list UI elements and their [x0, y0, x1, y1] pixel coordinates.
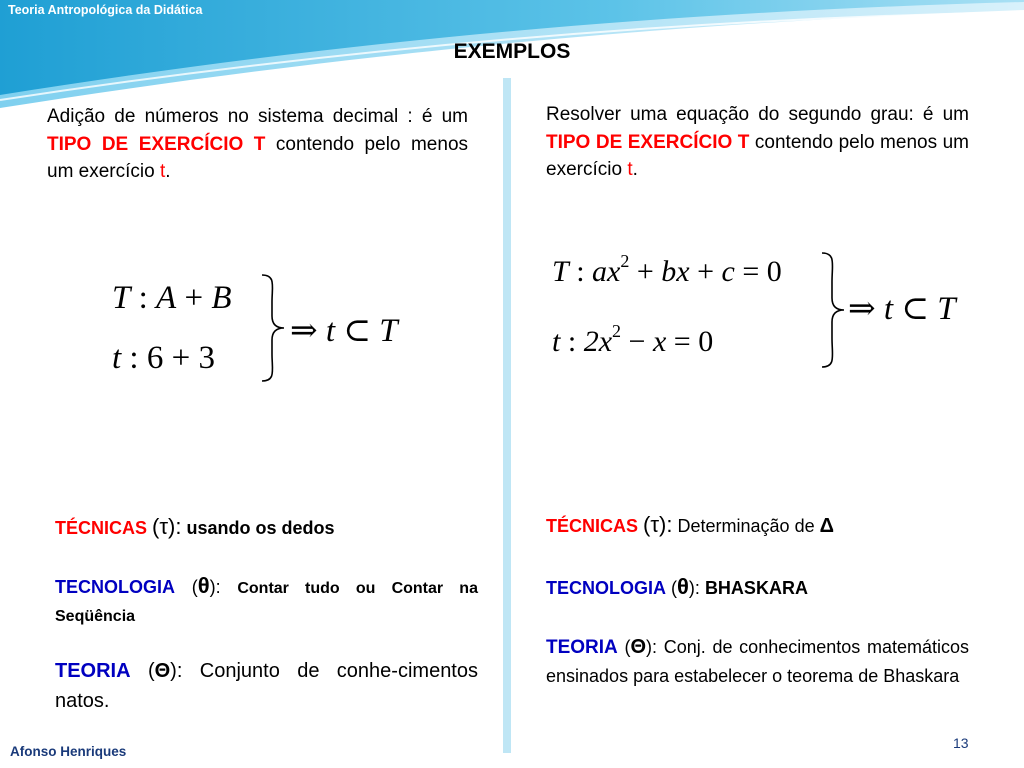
right-equation-2 — [552, 321, 714, 359]
right-eq2-zero: 0 — [698, 325, 714, 358]
left-eq-6: 6 — [146, 340, 164, 376]
left-teoria-close: ): — [170, 660, 183, 682]
left-eq-T: T — [112, 280, 131, 316]
left-eq-B: B — [211, 280, 232, 316]
right-tecnologia-value: BHASKARA — [704, 578, 808, 598]
left-tecnologia-open: ( — [191, 577, 198, 597]
left-implication — [290, 310, 398, 350]
right-tecnicas-delta: Δ — [819, 515, 834, 537]
left-equation-2 — [112, 340, 215, 377]
left-intro-text: Adição de números no sistema decimal : é um — [47, 106, 468, 127]
slide-title: EXEMPLOS — [453, 40, 571, 63]
left-eq-plus-2: + — [171, 340, 191, 376]
left-tecnicas-label: TÉCNICAS — [55, 518, 148, 538]
right-tecnicas-symbol: (τ): — [643, 512, 673, 537]
left-tecnologia-symbol: θ — [197, 573, 210, 598]
left-intro — [47, 103, 468, 186]
right-equation-1 — [552, 251, 782, 289]
right-tecnicas — [546, 508, 969, 541]
right-eq1-plus: + — [636, 255, 654, 288]
right-tecnicas-value: Determinação de — [677, 516, 815, 536]
left-tecnicas-value: usando os dedos — [186, 518, 335, 538]
left-tecnologia-label: TECNOLOGIA — [55, 577, 175, 597]
left-imp-t: t — [325, 313, 336, 349]
left-eq-colon-2: : — [129, 340, 139, 376]
right-eq1-equals: = — [742, 255, 760, 288]
right-tecnicas-label: TÉCNICAS — [546, 516, 639, 536]
right-teoria-symbol: Θ — [630, 636, 647, 658]
left-eq-A: A — [156, 280, 177, 316]
right-tecnologia-open: ( — [671, 578, 678, 598]
left-intro-text-2: contendo pelo menos um exercício — [47, 133, 469, 183]
left-teoria-label: TEORIA — [55, 660, 131, 682]
right-teoria-open: ( — [624, 637, 631, 657]
left-tecnologia-close: ): — [209, 577, 221, 597]
right-subset-symbol: ⊂ — [901, 291, 929, 327]
right-eq1-sup: 2 — [620, 251, 630, 271]
right-eq2-colon: : — [567, 325, 577, 358]
right-tecnologia-close: ): — [688, 578, 700, 598]
presentation-title: Teoria Antropológica da Didática — [8, 3, 203, 17]
left-eq-colon: : — [138, 280, 148, 316]
column-divider — [503, 78, 511, 753]
left-tecnicas-symbol: (τ): — [152, 514, 182, 539]
right-implication — [848, 288, 956, 328]
left-intro-t: t — [159, 161, 166, 183]
left-teoria-open: ( — [147, 660, 155, 682]
right-teoria-value: Conj. de conhecimentos matemáticos ensinados para estabelecer o teorema de Bhaskara — [546, 637, 969, 686]
left-eq-plus: + — [184, 280, 204, 316]
right-eq2-t: t — [552, 325, 561, 358]
right-eq1-ax: ax — [592, 255, 621, 288]
right-intro — [546, 101, 969, 184]
right-eq2-x: x — [652, 325, 667, 358]
right-teoria-close: ): — [646, 637, 658, 657]
right-eq1-bx: bx — [661, 255, 690, 288]
right-tecnologia — [546, 570, 969, 603]
left-intro-end: . — [165, 161, 171, 183]
left-equation-1 — [112, 280, 232, 317]
right-eq1-colon: : — [576, 255, 585, 288]
right-eq2-minus: − — [628, 325, 646, 358]
left-tecnologia — [55, 570, 478, 628]
right-eq2-equals: = — [673, 325, 691, 358]
right-tecnologia-symbol: θ — [677, 574, 689, 599]
left-imp-T: T — [379, 313, 398, 349]
left-subset-symbol: ⊂ — [343, 313, 371, 349]
left-teoria-symbol: Θ — [154, 660, 171, 682]
page-number: 13 — [953, 735, 969, 751]
right-intro-red: TIPO DE EXERCÍCIO T — [546, 131, 750, 153]
right-teoria-label: TEORIA — [546, 637, 618, 658]
right-eq1-T: T — [552, 255, 569, 288]
footer-author: Afonso Henriques — [10, 744, 127, 759]
right-brace — [818, 250, 848, 370]
right-implies-symbol: ⇒ — [848, 291, 876, 327]
right-imp-T: T — [937, 291, 956, 327]
right-eq2-sup: 2 — [612, 321, 622, 341]
left-tecnicas — [55, 510, 478, 543]
left-teoria — [55, 656, 478, 716]
right-intro-end: . — [632, 159, 638, 181]
right-eq2-2x: 2x — [583, 325, 613, 358]
left-teoria-value: Conjunto de conhe-cimentos natos. — [55, 660, 478, 712]
right-intro-t: t — [627, 159, 633, 181]
right-tecnologia-label: TECNOLOGIA — [546, 578, 666, 598]
right-teoria — [546, 632, 969, 690]
right-intro-text-2: contendo pelo menos um exercício — [546, 131, 969, 181]
left-brace — [258, 272, 288, 384]
left-eq-t: t — [112, 340, 122, 376]
left-tecnologia-value: Contar tudo ou Contar na Seqüência — [55, 580, 478, 625]
right-eq1-c: c — [721, 255, 735, 288]
right-eq1-plus-2: + — [697, 255, 715, 288]
right-intro-text: Resolver uma equação do segundo grau: é um — [546, 104, 969, 125]
right-eq1-zero: 0 — [766, 255, 782, 288]
right-imp-t: t — [883, 291, 894, 327]
left-eq-3: 3 — [198, 340, 215, 376]
left-intro-red: TIPO DE EXERCÍCIO T — [47, 133, 266, 155]
left-implies-symbol: ⇒ — [290, 313, 318, 349]
